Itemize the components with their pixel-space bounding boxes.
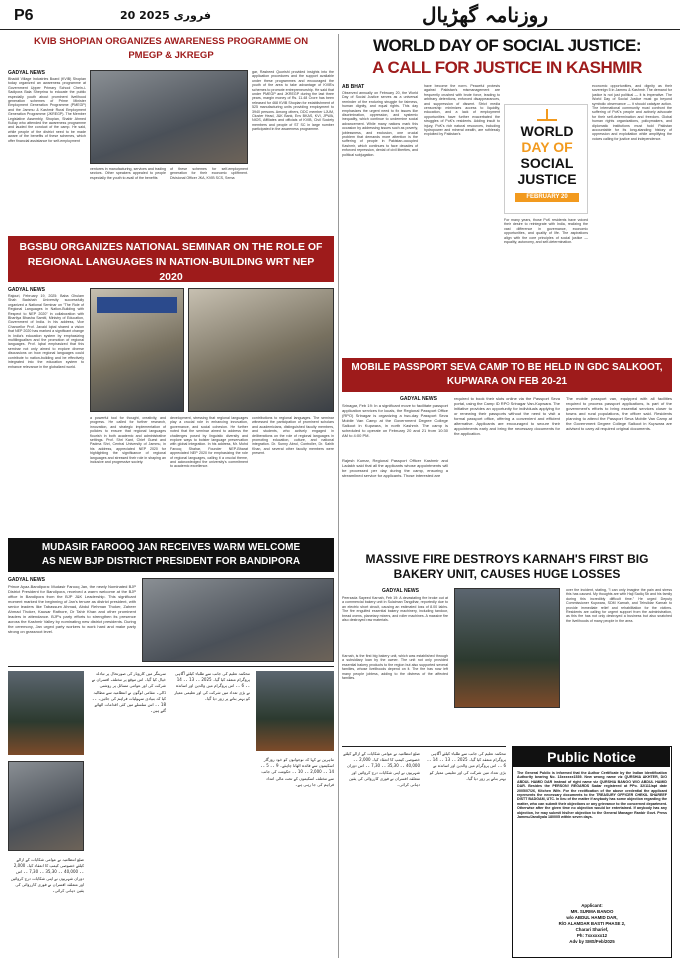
passport-headline-line-1: MOBILE PASSPORT SEVA CAMP TO BE HELD IN GDC SALKOOT, (351, 362, 663, 373)
ad-code: Adv by SMS/Feb/2025 (569, 939, 615, 944)
bgsbu-body-2: a powerful tool for thought, creativity, and progress. He called for further research, innovation, and strategic implementation of policies to ensure that regional languages flourish in both academic and administrative settings. Prof. Shri Kant, Chief Guest and Padma Shri, Central University of Jammu, in his address, appreciated NEP 2020 for highlighting the significance of regional languages and stressed their role in shaping an inclusive and progressive society. (90, 416, 166, 465)
shopian-body-1: Bhaddi Village Industries Board (KVIB) Shopian today organized an awareness programme at Government Upper Primary School Chein-i-Sadipora Bala Sheprina to educate the public especially youth about prominent livelihood generation schemes of Prime Minister Employment Generation Programme (PMEGP) and the Jammu & Kashmir Rural Employment Generation Programme (JKREGP). The Member Legislative Assembly, Shopian, Shabir Ahmed Kullay who attended the awareness programme and lauded the conduct of the camp. He said, while people of the district need to be made aware of the benefits of these schemes, which offer financial assistance for self-employment (8, 77, 86, 143)
poster-date: FEBRUARY 20 (515, 193, 579, 202)
poster-line-1: WORLD (520, 123, 574, 139)
sj-poster (504, 104, 588, 214)
fire-body-3: over the incident, stating, "I can only imagine the pain and stress this has caused. My thoughts are with Haji Sadiq Sb and his family during this incredibly difficult time." He urged Deputy Commissioner Kupwara, SDM Karnah, and Tehsildar Karnah to provide immediate relief and rehabilitation for the victims. Residents are calling for urgent support from the administration, as this fire has not only destroyed a business but also snatched the livelihoods of many people in the area. (566, 588, 672, 623)
shopian-byline: GADYAL NEWS (8, 70, 45, 76)
bgsbu-headline: BGSBU ORGANIZES NATIONAL SEMINAR ON THE ROLE OF REGIONAL LANGUAGES IN NATION-BUILDING WRT NEP 2020 (8, 236, 334, 282)
inaugural-banner (97, 297, 177, 313)
story-passport (342, 358, 672, 546)
story-shopian (8, 34, 334, 234)
passport-byline: GADYAL NEWS (400, 396, 437, 402)
passport-body-2: Rajesh Kumar, Regional Passport Officer Kashmir and Ladakh said that all the applicants whose appointments will be processed per day during the camp, ensuring a streamlined service for applicants. Those interested are (342, 458, 448, 478)
urdu-col-4: ماہرین نے کہا کہ نوجوانوں کو خود روزگار اسکیموں سے فائدہ اٹھانا چاہئے۔ 9 ۔۔ 5 ۔۔ 14 ۔۔ 2,000 ۔۔ 10 ۔۔ حکومت کی جانب سے مختلف اسکیموں کے تحت مالی امداد فراہم کی جا رہی ہے۔ (260, 757, 334, 787)
fire-body-2: Karnah, is the first big bakery unit, which was established through a subsidiary loan by the owner. The unit not only provided essential bakery products to the region but also supported several families, whose livelihoods depend on it. The fire has now left many people jobless, adding to the distress of the affected families. (342, 654, 448, 681)
shopian-photo (90, 70, 248, 164)
poster-line-4: JUSTICE (517, 171, 577, 187)
notice-body: The General Public is informed that the Author Certificate by the Indian Identification Authority bearing No. 13xxxxxx1539. New wrong name viz QURSHIA AKHTER, D/O ABDUL HAMID DAR instead of right name viz QURSHIA BANOO W/O ABDUL HAMID DAR. Besides the PERSON! REGARDS Sadar registered at PPo. 32/111/apt date 2005/07/26, Kitchen Wife. For the rectification of the above credential the applicant represents the necessary documents to the TREASURY OFFICER CHEKIL SHAREEF DISTT BADGAM, UTC. In lieu of the matter if anybody has some objection regarding the matter, who can submit their objections or any grievance to the concerned department. Otherwise after the given time no objection would be entertained. If anybody has any objection, he may submit his/her objection to the General Manager Ranbir Govt. Press Jammu/Jandiyala 180005 within seven days. (517, 771, 667, 820)
scales-icon (537, 109, 557, 121)
urdu-right-col-2: محکمہ تعلیم کی جانب سے طلباء کیلئے آگاہی پروگرام منعقد کیا گیا۔ 2025 ۔۔ 13 ۔۔ 14 ۔۔ 6 ۔۔ اس پروگرام میں والدین اور اساتذہ نے بڑی تعداد میں شرکت کی اور تعلیمی معیار کو بہتر بنانے پر زور دیا گیا۔ (426, 751, 506, 781)
bgsbu-body-3: development, stressing that regional languages play a crucial role in enhancing innovation, governance, and social cohesion. He further noted that the seminar aimed to address the challenges posed by linguistic diversity and explore ways to bolster language preservation with global integration. In his address, Mr. Mohd Farooq Shahar, Founder NEP-Bharat appreciated NEP 2020 for emphasizing the role of regional languages, calling it a crucial theme, and acknowledged the university's commitment to academic excellence. (170, 416, 248, 469)
urdu-col-3: محکمہ تعلیم کی جانب سے طلباء کیلئے آگاہی پروگرام منعقد کیا گیا۔ 2025 ۔۔ 13 ۔۔ 14 ۔۔ 6 ۔۔ اس پروگرام میں والدین اور اساتذہ نے بڑی تعداد میں شرکت کی اور تعلیمی معیار کو بہتر بنانے پر زور دیا گیا۔ (174, 671, 250, 701)
applicant-address-2: Charari Sharief, (575, 927, 609, 932)
urdu-col-2: ضلع انتظامیہ نے عوامی شکایات کے ازالے کیلئے خصوصی کیمپ کا انعقاد کیا۔ 2,000 ۔۔ 40,000 ۔۔ 35,30 ۔۔ 7,30 ۔۔ اس دوران شہریوں نے اپنی شکایات درج کروائیں اور متعلقہ افسران نے فوری کارروائی کی یقین دہانی کرائی۔ (10, 857, 84, 894)
urdu-section-right (342, 746, 506, 958)
applicant-address-1: R/O ALAMDAR BASTI PHASE 2, (558, 921, 626, 926)
passport-body-1: Srinagar, Feb 19: In a significant move to facilitate passport application services for locals, the Regional Passport Office (RPO) Srinagar is organizing a two-day Passport Seva Mobile Van Camp at the Government Degree College Salkoot in Kupwara, in north Kashmir. The camp is scheduled to operate on February 20 and 21 from 10:30 AM to 4:00 PM. (342, 403, 448, 438)
bgsbu-body-1: Rajouri, February 19, 2025: Baba Ghulam Shah Badshah University successfully organized a National Seminar on "The Role of Regional Languages in Nation-Building with Respect to NEP 2020" in collaboration with Bhartiya Bhasha Samiti, Ministry of Education, Government of India. In his address, Vice Chancellor Prof. Javaid Iqbal shared a vision that NEP 2020 has marked a significant change in India's education system by emphasizing multilingualism and the promotion of regional languages. Prof. Iqbal emphasized that this seminar not only aimed to explore diverse discussions on how regional languages could contribute to nation-building and be effectively integrated into the education system to enhance relevance in the globalized world. (8, 294, 84, 369)
fire-body-1: Peerzada Sayeed Karnah, Feb 19: A devastating fire broke out at a commercial bakery unit in Sulaiman Tangdhar, reportedly due to an electric short circuit, causing an estimated loss of 8.00 lakhs. The fire engulfed essential bakery machinery, including tandoor, bread ovens, planetary mixers, and roller machines. A massive fire also destroyed raw materials. (342, 596, 448, 623)
shopian-headline: KVIB SHOPIAN ORGANIZES AWARENESS PROGRAMME ON PMEGP & JKREGP (8, 34, 334, 64)
urdu-section (8, 666, 334, 958)
story-social-justice (342, 34, 672, 354)
bgsbu-photo-right (188, 288, 334, 412)
urdu-right-col-1: ضلع انتظامیہ نے عوامی شکایات کے ازالے کیلئے خصوصی کیمپ کا انعقاد کیا۔ 2,000 ۔۔ 40,000 ۔۔ 35,30 ۔۔ 7,30 ۔۔ اس دوران شہریوں نے اپنی شکایات درج کروائیں اور متعلقہ افسران نے فوری کارروائی کی یقین دہانی کرائی۔ (343, 751, 420, 788)
passport-body-4: The mobile passport van, equipped with all facilities required to process passport applications, is part of the government's efforts to bring essential services closer to towns and rural populations, the officer said. Residents planning to attend the Passport Seva Mobile Van Camp at the Government Degree College Salkoot in Kupwara are advised to carry all required original documents. (566, 396, 672, 431)
passport-headline-line-2: KUPWARA ON FEB 20-21 (446, 376, 568, 387)
applicant-phone: Ph: 7xxxxxx12 (576, 933, 608, 938)
mudasir-headline-line-2: AS NEW BJP DISTRICT PRESIDENT FOR BANDIPORA (41, 556, 301, 567)
story-mudasir (8, 538, 334, 663)
sj-body-4: economic opportunities, and dignity as their sovereign 5 in Jammu & Kashmir. The demand for justice is not just political — it is imperative. The World Day of Social Justice must go beyond symbolic observance — it should catalyze action. The international community must confront the suffering of PoK's people and actively advocate for their self-determination and freedom. Global human rights organizations, policymakers, and diplomatic institutions must hold Pakistan accountable for its long-standing history of oppression and exploitation while amplifying the voices calling for justice and independence. (592, 84, 672, 141)
mudasir-headline (8, 538, 334, 572)
column-divider (338, 34, 339, 958)
applicant-label: Applicant: (581, 903, 603, 908)
mudasir-headline-line-1: MUDASIR FAROOQ JAN RECEIVES WARM WELCOME (41, 542, 301, 553)
poster-line-3: SOCIAL (520, 155, 574, 171)
passport-body-3: required to book their slots online via the Passport Seva portal, using the Camp ID RPO Srinagar Van-Kupwara. The initiative provides an opportunity for individuals applying for or renewing their passports without the need to visit a formal passport office, offering a convenient and efficient alternative. Applicants are encouraged to secure their appointments early and bring the necessary documents for the application. (454, 396, 560, 436)
story-bgsbu (8, 236, 334, 536)
sj-headline-2: A CALL FOR JUSTICE IN KASHMIR (372, 58, 642, 77)
applicant-name: MR. SURMA BANOO (570, 909, 614, 914)
masthead: روزنامہ گھڑیال (422, 3, 548, 27)
sj-byline: AB BHAT (342, 84, 365, 90)
page-number: P6 (14, 7, 34, 24)
notice-applicant (517, 903, 667, 945)
bgsbu-body-4: contributions to regional languages. The seminar witnessed the participation of prominent scholars and academicians, distinguished faculty members, and students, who actively engaged in deliberations on the role of regional languages in promoting education, culture, and national integration. Dr. Sunny Abrol, Controller, Dr. Sahib Khan, and several other faculty members were present. (252, 416, 334, 456)
urdu-col-1: سرینگر میں کاروبار کی صورتحال پر تبادلہ خیال کیا گیا۔ اس موقع پر مختلف افسران نے شرکت کی اور عوامی مسائل پر روشنی ڈالی۔ مقامی لوگوں نے انتظامیہ سے مطالبہ کیا کہ بنیادی سہولیات فراہم کی جائیں۔ ۔۔ 18 ۔۔ اس سلسلے میں کئی اقدامات اٹھائے گئے ہیں۔ (91, 671, 166, 714)
bgsbu-byline: GADYAL NEWS (8, 287, 45, 293)
fire-byline: GADYAL NEWS (382, 588, 419, 594)
page-header (0, 0, 680, 30)
fire-headline-2: BAKERY UNIT, CAUSES HUGE LOSSES (393, 567, 621, 581)
sj-body-1: Observed annually on February 20, the World Day of Social Justice serves as a universal reminder of the enduring struggle for fairness, human dignity, and equal rights. This day emphasizes the urgent need to fix issues like discrimination, oppression, and systemic inequality, which continue to undermine social advancement. While many nations mark this occasion by addressing issues such as poverty, joblessness, and exclusion, one crucial problem that demands more attention is the suffering of people in Pakistan-occupied Kashmir, which continues to face decades of enforced repression, denial of civil liberties, and political subjugation. (342, 91, 418, 157)
urdu-photo-2 (8, 761, 84, 851)
shopian-body-2: ventures in manufacturing, services and trading sectors. Other speakers appealed to people especially the youth to avail of the benefits (90, 167, 166, 180)
shopian-body-3: of these schemes for self-employment generation for their economic upliftment. Divisional Officer JKA, KVIB SCS, Sema (170, 167, 248, 180)
mudasir-body: Prince Ayaz-Bandipora: Mudasir Farooq Jan, the newly Nominated BJP District President for Bandipora, received a warm welcome at the BJP office in Bandipora from the BJP J&K Leadership. This significant moment marked the beginning of Jan's tenure as district president, with senior leaders like Tabassum Ahmad, Abdul Rehman Thoker, Zaheer Ahmad Thoker, Kausar Rathore, Dr Tahir Khan and other prominent leaders in attendance. BJP's party efforts to strengthen its presence across the Kashmir Valley by nominating new district presidents. During the ceremony, Jan urged party workers to work hard and make party strong on grassroot level. (8, 584, 136, 634)
public-notice (512, 746, 672, 958)
notice-title: Public Notice (513, 747, 670, 767)
urdu-photo-1 (8, 671, 84, 755)
sj-body-2: have become the norm. Peaceful protests against Pakistan's mismanagement are frequently crushed with brute force, leading to arbitrary detentions, enforced disappearances, and suppression of dissent. Strict media censorship minimizes access to liquidity, education, and a lack of employment opportunities have further exacerbated the struggles of PoK's residents. Adding insult to injury, PoK's rich natural resources, including hydropower and mineral wealth, are ruthlessly exploited by Pakistan's (424, 84, 500, 137)
mudasir-byline: GADYAL NEWS (8, 577, 45, 583)
fire-photo (454, 588, 560, 708)
mudasir-photo (142, 578, 334, 662)
sj-headline-1: WORLD DAY OF SOCIAL JUSTICE: (372, 36, 642, 55)
bgsbu-photo-left (90, 288, 184, 412)
sj-body-3: For many years, those PoK residents have voiced their desire to reintegrate with India, realizing the vast difference in governance, economic opportunities, and quality of life. The aspirations align with the core principles of social justice — equality, autonomy, and self-determination. (504, 218, 588, 245)
poster-line-2: DAY OF (521, 139, 573, 155)
fire-headline-1: MASSIVE FIRE DESTROYS KARNAH'S FIRST BIG (365, 552, 649, 566)
shopian-body-4: gar, Rasheed Quorishi provided insights into the application procedures and the support available under these programmes and encouraged the youth of the area to take advantage of KVIB's schemes to promote entrepreneurship. He said that under PMEGP and JKREGP during the last three years, margin money of Rs. 11.48 Crore has been released for 468 KVIB Shopian for establishment of 525 manufacturing units providing employment to 3940 persons. Among others, DDC member LJUM, Cluster Head, J&K Bank, Env BKAS, KVI, JPWA, NIOS, Affiliates and officials of KVIB, Civil Society members and people of ST SC in large number participated in the awareness programme. (252, 70, 334, 132)
passport-headline (342, 358, 672, 392)
issue-date: 20 فروری 2025 (120, 9, 211, 22)
urdu-photo-3 (256, 671, 334, 751)
applicant-relation: w/o ABDUL HAMID DAR, (566, 915, 618, 920)
story-fire (342, 552, 672, 742)
